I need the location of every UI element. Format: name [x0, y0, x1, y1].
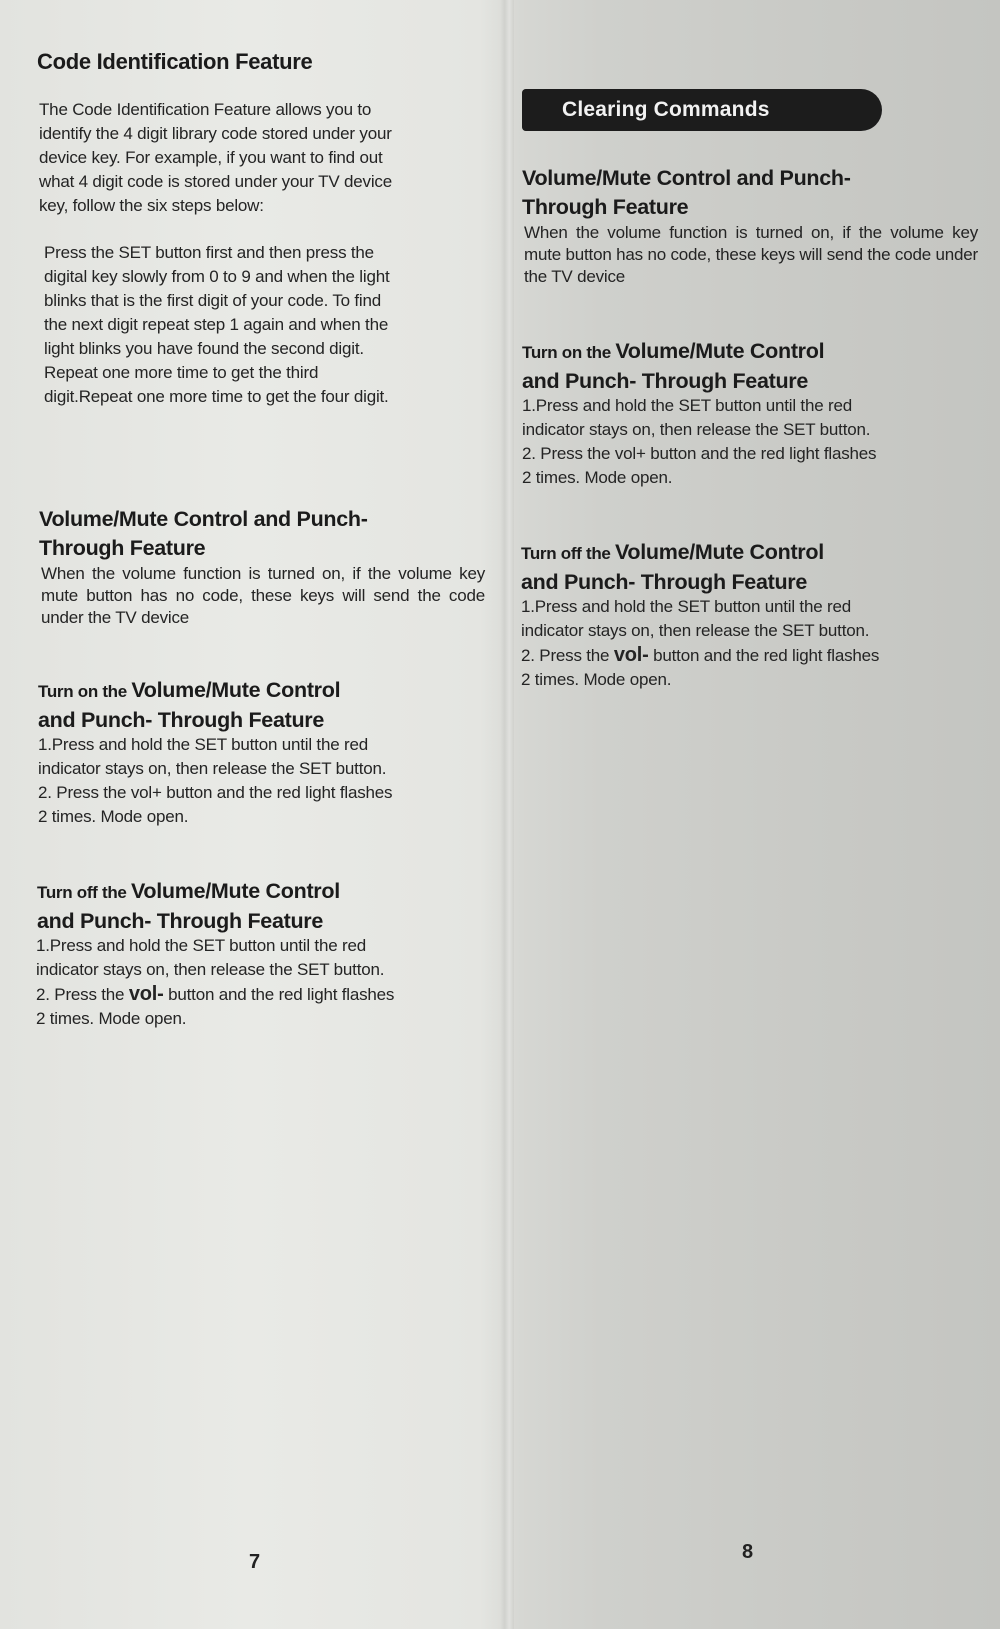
vol-minus-label: vol- [613, 644, 649, 666]
right-vm-body: When the volume function is turned on, if the volume key mute button has no code, these keys will send the code under the TV device [524, 223, 978, 286]
left-vm-title [39, 505, 479, 563]
page-number-right: 8 [742, 1541, 754, 1563]
title-main: Volume/Mute Control [130, 879, 340, 903]
title-main: Volume/Mute Control [614, 540, 824, 564]
title-line [521, 538, 971, 568]
left-on-title [38, 676, 478, 735]
title-prefix: Turn on the [38, 682, 132, 701]
code-id-title: Code Identification Feature [37, 49, 313, 74]
step-line: 1.Press and hold the SET button until the red [521, 597, 851, 616]
page-fold [500, 0, 514, 1629]
step-line: indicator stays on, then release the SET button. [36, 960, 385, 979]
title-prefix: Turn off the [37, 883, 131, 902]
step-line: digit.Repeat one more time to get the four digit. [44, 387, 389, 406]
right-on-title [522, 337, 972, 396]
title-line [37, 877, 477, 907]
step-line [36, 982, 476, 1007]
title-prefix: Turn off the [521, 544, 615, 563]
code-id-intro [39, 98, 469, 218]
code-id-steps [44, 241, 474, 409]
right-off-steps [521, 595, 971, 692]
step-line: Press the SET button first and then press the [44, 243, 374, 262]
step-line: 2 times. Mode open. [522, 468, 673, 487]
title-line: Volume/Mute Control and Punch- [522, 166, 851, 190]
step-line: blinks that is the first digit of your code. To find [44, 291, 382, 310]
intro-line: key, follow the six steps below: [39, 196, 264, 215]
title-line: Through Feature [522, 195, 689, 219]
step-line: indicator stays on, then release the SET button. [521, 621, 870, 640]
right-on-steps [522, 394, 972, 490]
step-line: 1.Press and hold the SET button until the red [522, 396, 852, 415]
step-text: 2. Press the [36, 985, 129, 1004]
step-line: light blinks you have found the second digit. [44, 339, 364, 358]
left-vm-body: When the volume function is turned on, if the volume key mute button has no code, these keys will send the code under the TV device [41, 564, 485, 627]
title-line: Volume/Mute Control and Punch- [39, 507, 368, 531]
step-line: indicator stays on, then release the SET button. [522, 420, 871, 439]
title-main: Volume/Mute Control [615, 339, 825, 363]
step-line: digital key slowly from 0 to 9 and when the light [44, 267, 390, 286]
intro-line: what 4 digit code is stored under your TV device [39, 172, 392, 191]
step-line: indicator stays on, then release the SET button. [38, 759, 387, 778]
title-prefix: Turn on the [522, 343, 616, 362]
left-off-title [37, 877, 477, 936]
title-line: and Punch- Through Feature [521, 570, 808, 594]
step-line [521, 643, 971, 668]
step-line: 2. Press the vol+ button and the red light flashes [38, 783, 393, 802]
step-line: the next digit repeat step 1 again and when the [44, 315, 389, 334]
step-text: button and the red light flashes [648, 646, 880, 665]
intro-line: The Code Identification Feature allows you to [39, 100, 372, 119]
step-line: Repeat one more time to get the third [44, 363, 319, 382]
vol-minus-label: vol- [128, 983, 164, 1005]
step-line: 2 times. Mode open. [36, 1009, 187, 1028]
page-number-left: 7 [249, 1551, 261, 1573]
step-line: 1.Press and hold the SET button until the red [36, 936, 366, 955]
left-off-steps [36, 934, 476, 1031]
left-on-steps [38, 733, 478, 829]
step-line: 2 times. Mode open. [521, 670, 672, 689]
intro-line: identify the 4 digit library code stored under your [39, 124, 392, 143]
step-line: 2. Press the vol+ button and the red light flashes [522, 444, 877, 463]
title-line: and Punch- Through Feature [38, 708, 325, 732]
clearing-commands-banner: Clearing Commands [522, 89, 882, 131]
step-line: 1.Press and hold the SET button until the red [38, 735, 368, 754]
step-text: 2. Press the [521, 646, 614, 665]
title-line: Through Feature [39, 536, 206, 560]
step-line: 2 times. Mode open. [38, 807, 189, 826]
step-text: button and the red light flashes [163, 985, 395, 1004]
title-line: and Punch- Through Feature [37, 909, 324, 933]
title-line: and Punch- Through Feature [522, 369, 809, 393]
right-vm-title [522, 164, 972, 222]
intro-line: device key. For example, if you want to find out [39, 148, 383, 167]
title-line [522, 337, 972, 367]
right-off-title [521, 538, 971, 597]
title-main: Volume/Mute Control [131, 678, 341, 702]
title-line [38, 676, 478, 706]
